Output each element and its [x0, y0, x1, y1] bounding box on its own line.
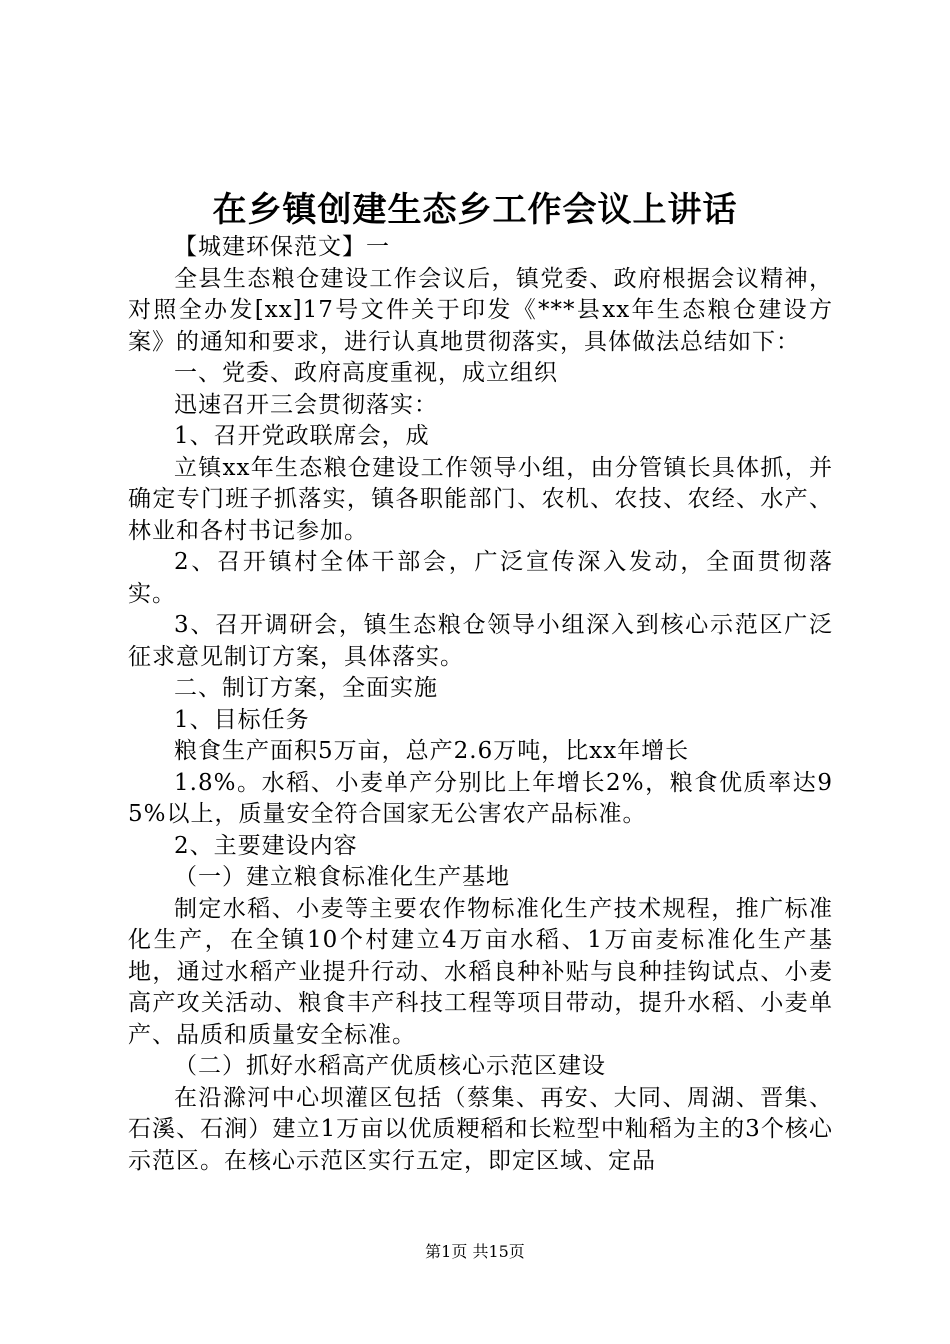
paragraph: 3、召开调研会，镇生态粮仓领导小组深入到核心示范区广泛征求意见制订方案，具体落实。 [128, 612, 833, 670]
paragraph: 一、党委、政府高度重视，成立组织 [174, 360, 558, 386]
paragraph: 在沿滁河中心坝灌区包括（蔡集、再安、大同、周湖、晋集、石溪、石涧）建立1万亩以优质粳稻和长粒型中籼稻为主的3个核心示范区。在核心示范区实行五定，即定区域、定品 [128, 1084, 833, 1174]
paragraph: 1.8%。水稻、小麦单产分别比上年增长2%，粮食优质率达95%以上，质量安全符合国家无公害农产品标准。 [128, 769, 833, 827]
paragraph: 【城建环保范文】一 [174, 234, 390, 260]
document-body [128, 232, 833, 1177]
paragraph: 全县生态粮仓建设工作会议后，镇党委、政府根据会议精神，对照全办发[xx]17号文件关于印发《***县xx年生态粮仓建设方案》的通知和要求，进行认真地贯彻落实，具体做法总结如下： [128, 265, 833, 355]
page-footer: 第1页 共15页 [425, 1242, 525, 1261]
paragraph: 制定水稻、小麦等主要农作物标准化生产技术规程，推广标准化生产，在全镇10个村建立4万亩水稻、1万亩麦标准化生产基地，通过水稻产业提升行动、水稻良种补贴与良种挂钩试点、小麦高产攻关活动、粮食丰产科技工程等项目带动，提升水稻、小麦单产、品质和质量安全标准。 [128, 895, 833, 1048]
paragraph: 粮食生产面积5万亩，总产2.6万吨，比xx年增长 [174, 738, 690, 764]
paragraph: 1、目标任务 [174, 706, 310, 733]
paragraph: 迅速召开三会贯彻落实： [174, 391, 438, 418]
paragraph: （二）抓好水稻高产优质核心示范区建设 [174, 1053, 606, 1079]
paragraph: 1、召开党政联席会，成 [174, 423, 430, 449]
paragraph: （一）建立粮食标准化生产基地 [174, 864, 510, 890]
paragraph: 立镇xx年生态粮仓建设工作领导小组，由分管镇长具体抓，并确定专门班子抓落实，镇各职能部门、农机、农技、农经、水产、林业和各村书记参加。 [128, 454, 833, 544]
paragraph: 2、主要建设内容 [174, 832, 358, 859]
document-title: 在乡镇创建生态乡工作会议上讲话 [212, 190, 738, 230]
paragraph: 2、召开镇村全体干部会，广泛宣传深入发动，全面贯彻落实。 [128, 549, 833, 607]
paragraph: 二、制订方案，全面实施 [174, 675, 438, 701]
